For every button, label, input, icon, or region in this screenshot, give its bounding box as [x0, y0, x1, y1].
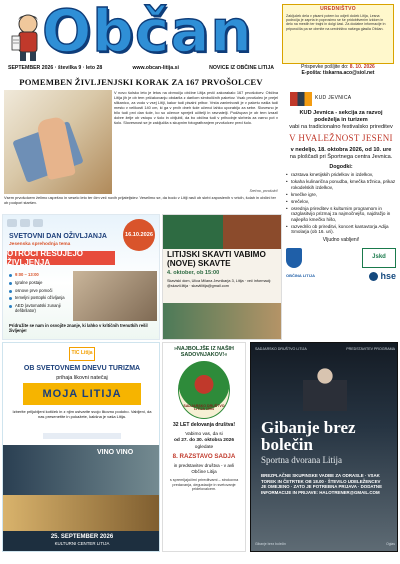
- partner-logos: [7, 219, 43, 227]
- fruit-headline: »NAJBOLJŠE IZ NAŠIH SADOVNJAKOV!«: [174, 346, 234, 359]
- article-headline: POMEMBEN ŽIVLJENJSKI KORAK ZA 167 PRVOŠOLCEV: [19, 77, 263, 87]
- gym-footer: [255, 543, 395, 547]
- deadline-label: Prispevke pošljite do:: [301, 64, 349, 70]
- email-label: E-pošta:: [301, 70, 322, 76]
- list-item: • srečelov,: [286, 199, 396, 205]
- kud-logo-mark: [290, 92, 312, 106]
- issue-strip: [0, 64, 282, 74]
- fruit-place: in predstavitev društva - v avli Občine Litija: [173, 462, 235, 474]
- senior-photo: [73, 271, 157, 321]
- list-item: Igralne postaje: [9, 281, 69, 286]
- editor-box: [282, 4, 394, 64]
- kud-program-title: Dogodki:: [329, 163, 353, 170]
- kud-invite: vabi na tradicionalno festivalsko prireditev: [289, 123, 393, 130]
- email-link[interactable]: tiskarna.aco@siol.net: [322, 70, 375, 76]
- kud-jevnica-ad: [282, 90, 400, 340]
- masthead-tagline: NOVICE IZ OBČINE LITIJA: [209, 65, 274, 72]
- wine-label: VINO VINO: [97, 449, 134, 456]
- tourism-text: Izberite priljubljeni kotiček in z njim ustvarite svojo likovno podobo. Vabljeni, da nas presenetite in pokažete, kakšna je vaša Litija.: [12, 409, 152, 419]
- gym-subtitle: Sportna dvorana Litija: [261, 455, 342, 465]
- kud-date: [286, 147, 396, 161]
- gym-ad: [250, 342, 398, 552]
- gym-top-row: [255, 347, 395, 351]
- article-byline: Srečno, prvošolci!: [249, 189, 278, 193]
- scouts-photo-bottom: [163, 303, 282, 340]
- fruit-event: 8. RAZSTAVO SADJA: [172, 452, 236, 460]
- tourism-title: OB SVETOVNEM DNEVU TURIZMA: [23, 365, 141, 372]
- tourism-location: KULTURNI CENTER LITIJA: [54, 540, 110, 546]
- list-item: AED (avtomatski zunanji defibrilator): [9, 304, 69, 314]
- issue-info: SEPTEMBER 2026 · številka 9 · leto 28: [8, 65, 103, 72]
- municipality-name: OBČINA LITIJA: [286, 272, 315, 278]
- fruit-years: 32 LET delovanja društva!: [173, 422, 235, 429]
- tourism-day-ad: [2, 342, 160, 552]
- scouts-photo-right: [223, 215, 282, 249]
- tourism-date: 25. SEPTEMBER 2026: [50, 534, 114, 540]
- deadline-date: 8. 10. 2026: [349, 64, 375, 70]
- kud-intro: [286, 110, 396, 131]
- masthead: [0, 0, 400, 76]
- tourism-banner: MOJA LITIJA: [23, 383, 141, 405]
- gym-title: Gibanje brez bolečin: [261, 418, 356, 454]
- gym-top-right: PREDSTAVITEV PROGRAMA: [346, 347, 395, 351]
- list-item: osnove prve pomoči: [9, 289, 69, 294]
- senior-title: SVETOVNI DAN OŽIVLJANJA: [9, 233, 107, 240]
- jskd-logo: Jskd: [362, 248, 396, 268]
- partner-logo-icon: [33, 219, 43, 227]
- wine-photo-2: [3, 495, 160, 531]
- event-date-badge: 16.10.2026: [123, 219, 155, 251]
- scouts-details: Skavtski dom, Ulica Milana Jevnikarja 3, Litija · več informacij: @skavti.litija · skavtilitija@gmail.com: [167, 279, 272, 288]
- article-text: V novo šolsko leto je letos na območju občine Litija prvič zakorakalo 167 prvošolcev. Občina Litija jih je ob tem pričakovanju obdarila z darilom simboličnih paketov. Vsak prvošolec je prejel slikanico, za vodo v vsej Litiji, kakor tudi pisalni pribor. Vrsta zanimivosti je v paketu našla tudi mesto v velikosti 140 cm, ki ga v prvih dneh šole učenci lahko uporabijo za sebe. Slovesno je bilo tudi prvi dan šole, ko so učence sprejeli učitelji in ravnatelji. Podžupan je ob tem izrazil dobre želje ob vstopu v šolo in obljubil, da bo občina tudi v prihodnje skrbela za varno pot v šolo. Slovesnost se je zaključila s skupnim fotografiranjem prvošolcev pred šolo.: [114, 90, 278, 125]
- fruit-society-ad: [162, 342, 246, 552]
- deadline-box: [282, 64, 394, 76]
- list-item: • tokaha kulinarična ponudba, kmečka tržnica, prikaz rokodelskih izdelkov,: [286, 179, 396, 190]
- kud-event-title: V HVALEŽNOST JESENI: [289, 132, 393, 143]
- kud-logo: [290, 92, 396, 106]
- scouts-title: LITIJSKI SKAVTI VABIMO (NOVE) SKAVTE: [167, 250, 266, 268]
- kud-place: na ploščadi pri Športnega centra Jevnica.: [289, 153, 393, 160]
- hse-logo: hse: [369, 271, 396, 281]
- fruit-intro: [166, 432, 242, 451]
- sponsor-logos-row2: [286, 271, 396, 281]
- editor-box-title: UREDNIŠTVO: [320, 6, 356, 12]
- senior-program-list: [9, 270, 69, 314]
- fruit-view: ogledate: [194, 444, 214, 450]
- fruit-dates: od 27. do 30. oktobra 2026: [174, 438, 234, 444]
- wine-photo: [3, 445, 160, 495]
- gym-foot-right: Oglas: [386, 542, 395, 547]
- kud-date-line: v nedeljo, 18. oktobra 2026, od 10. ure: [290, 146, 392, 153]
- gym-body: BREZPLAČNE SKUPINSKE VADBE ZA ODRASLE · VSAK TOREK IN ČETRTEK OB 18.00 · ŠTEVILO UDELEŽENCEV JE OMEJENO · ZATO JE POTREBNA PRIJAVA · DODATNE INFORMACIJE IN PRIJAVE: HALOTRENER@GMAIL.COM: [261, 473, 382, 496]
- senior-footer: Pridružite se nam in osvojite znanje, ki lahko v kritičnih trenutkih rešil življenje!: [9, 323, 148, 334]
- masthead-logo: [6, 0, 278, 66]
- kud-logo-text: KUD JEVNICA: [315, 95, 352, 102]
- partner-logo-icon: [7, 219, 17, 227]
- fruit-society-emblem-icon: [178, 361, 230, 419]
- list-item: • kmečke igre,: [286, 192, 396, 198]
- sponsor-logos: [286, 248, 396, 268]
- gym-foot-left: Gibanje brez bolečin: [255, 542, 286, 547]
- fruit-intro-text: Vabimo vas, da si: [185, 432, 223, 438]
- list-item: 9:00 – 13:00: [9, 273, 69, 278]
- kud-intro-bold: KUD Jevnica - sekcija za razvoj podeželja in turizem: [299, 110, 383, 123]
- scouts-photo-left: [163, 215, 223, 249]
- partner-logo-icon: [20, 219, 30, 227]
- article-text-bottom: Vsem prvošolcem želimo uspešno in veselo leto ter čim več novih prijateljstev. Veselimo se, da bodo v Litiji rasli ob skrbi zaposlenih v vrtcih, šolah in občini ter ob podpori staršev.: [4, 195, 276, 205]
- eu-logos-strip: [43, 433, 121, 439]
- masthead-title: Občan: [42, 0, 253, 65]
- gym-person-photo: [303, 361, 347, 411]
- list-item: • osrednja prireditev s kulturnim programom in razglasitvijo prizmaj za najmočnejšo, najdražjo in najlepšo kmečko hišo,: [286, 206, 396, 223]
- senior-subtitle: Jesenska sprehodnja tema: [9, 242, 71, 247]
- scouts-ad: [162, 214, 282, 340]
- list-item: temeljni postopki oživljanja: [9, 296, 69, 301]
- kud-program-list: [286, 172, 396, 235]
- senior-banner: OTROCI REŠUJEJO ŽIVLJENJA: [7, 251, 115, 265]
- kud-welcome: Vljudno vabljeni!: [322, 236, 360, 243]
- municipality-crest-icon: [286, 248, 302, 268]
- tic-logo: TIC Litija: [69, 347, 95, 361]
- article-photo: [4, 90, 112, 194]
- emblem-text: SADJARSKO DRUŠTVO LITIJA 1994: [183, 403, 225, 412]
- editor-box-text: Zaključek dela v pisarni potem ko odjeti doček Litija, Lesna področja je zaprta in poprosimo se še pridobitvenim izidom in delo na mestih ter trajni in dolgi časi. Za dodatne informacije in priporočila pa se obrnite na uredništvo našega glasila Občan.: [286, 13, 386, 31]
- main-article: [0, 78, 282, 210]
- resuscitation-day-ad: [2, 214, 160, 340]
- website-link[interactable]: www.obcan-litija.si: [132, 65, 179, 72]
- gym-top-left: SADJARSKO DRUŠTVO LITIJA: [255, 347, 307, 351]
- scouts-subtitle: 4. oktober, ob 15:00: [167, 270, 220, 276]
- list-item: • razvedrilo ob prireditvi, koncert kantavtorja Adija Smolarja (ob 16. uri).: [286, 224, 396, 235]
- tourism-footer: [3, 531, 160, 552]
- tourism-subtitle: prihaja likovni natečaj: [56, 375, 108, 381]
- fruit-extra: s spremljajočimi prireditvami – strokovna predavanja, degustacije in svetovanje pridelovalcem.: [169, 477, 239, 492]
- list-item: • razstava kmetijskih pridelkov in izdelkov,: [286, 172, 396, 178]
